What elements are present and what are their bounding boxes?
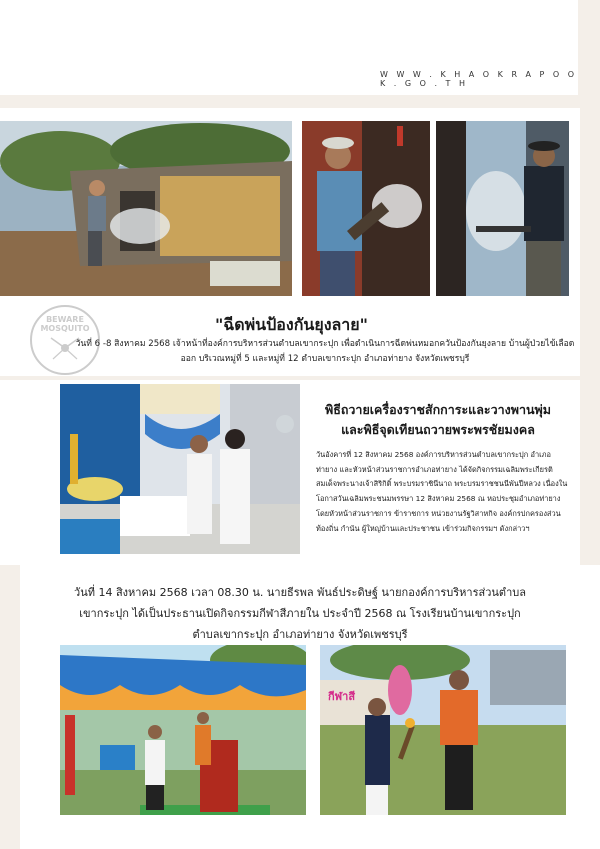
badge-line2: MOSQUITO <box>40 324 90 333</box>
section3-body: วันที่ 14 สิงหาคม 2568 เวลา 08.30 น. นายธีรพล พันธ์ประดิษฐ์ นายกองค์การบริหารส่วนตำบลเขากระปุก ได้เป็นประธานเปิดกิจกรรมกีฬาสีภายใน ประจำปี 2568 ณ โรงเรียนบ้านเขากระปุก ตำบลเขากระปุก อำเภอท่ายาง จังหวัดเพชรบุรี <box>74 586 526 641</box>
photo-fogging-man <box>302 121 430 296</box>
section1-title: "ฉีดพ่นป้องกันยุงลาย" <box>215 315 368 334</box>
section1-body: วันที่ 6 -8 สิงหาคม 2568 เจ้าหน้าที่องค์การบริหารส่วนตำบลเขากระปุก เพื่อดำเนินการฉีดพ่นหมอกควันป้องกันยุงลาย บ้านผู้ป่วยไข้เลือดออก บริเวณหมู่ที่ 5 และหมู่ที่ 12 ตำบลเขากระปุก อำเภอท่ายาง จังหวัดเพชรบุรี <box>75 339 575 364</box>
photo-sports-torch <box>320 645 566 815</box>
photo-fogging-officer <box>436 121 569 296</box>
photo-fogging-house <box>0 121 292 296</box>
site-url: W W W . K H A O K R A P O O K . G O . T H <box>380 70 578 88</box>
badge-line1: BEWARE <box>46 315 84 324</box>
photo-sports-opening-stage <box>60 645 306 815</box>
section2-title: พิธีถวายเครื่องราชสักการะและวางพานพุ่ม และพิธีจุดเทียนถวายพระพรชัยมงคล <box>324 402 552 437</box>
photo-royal-ceremony <box>60 384 300 554</box>
sports-sign-text: กีฬาสี <box>328 690 356 703</box>
section2-body: วันอังคารที่ 12 สิงหาคม 2568 องค์การบริหารส่วนตำบลเขากระปุก อำเภอท่ายาง และหัวหน้าส่วนราชการอำเภอท่ายาง ได้จัดกิจกรรมเฉลิมพระเกียรติสมเด็จพระนางเจ้าสิริกิติ์ พระบรมราชินีนาถ พระบรมราชชนนีพันปีหลวง เนื่องในโอกาสวันเฉลิมพระชนมพรรษา 12 สิงหาคม 2568 ณ หอประชุมอำเภอท่ายาง โดยหัวหน้าส่วนราชการ ข้าราชการ หน่วยงานรัฐวิสาหกิจ องค์กรปกครองส่วนท้องถิ่น กำนัน ผู้ใหญ่บ้านและประชาชน เข้าร่วมกิจกรรมฯ ดังกล่าวฯ <box>316 450 568 533</box>
